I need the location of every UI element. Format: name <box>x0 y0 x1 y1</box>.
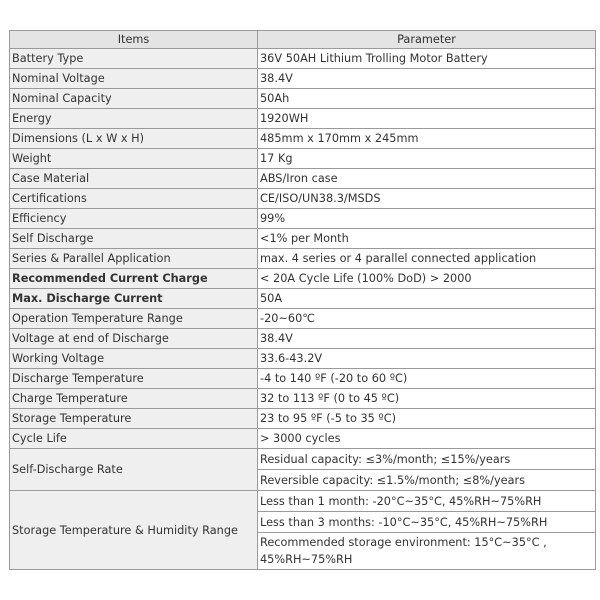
param-cell: ABS/Iron case <box>258 169 596 189</box>
table-header-row <box>10 31 596 49</box>
param-cell: 99% <box>258 209 596 229</box>
param-cell: Less than 3 months: -10°C~35°C, 45%RH~75%RH <box>258 512 596 533</box>
param-cell: max. 4 series or 4 parallel connected application <box>258 249 596 269</box>
table-row <box>10 129 596 149</box>
table-row <box>10 169 596 189</box>
spec-table <box>9 30 596 570</box>
param-cell: 33.6-43.2V <box>258 349 596 369</box>
item-cell: Series & Parallel Application <box>10 249 258 269</box>
param-cell: 17 Kg <box>258 149 596 169</box>
table-row <box>10 369 596 389</box>
parameter-column-header: Parameter <box>258 31 596 49</box>
table-row <box>10 449 596 470</box>
param-cell: -20~60℃ <box>258 309 596 329</box>
param-cell: 38.4V <box>258 329 596 349</box>
param-cell: 23 to 95 ºF (-5 to 35 ºC) <box>258 409 596 429</box>
param-cell: 36V 50AH Lithium Trolling Motor Battery <box>258 49 596 69</box>
item-cell: Operation Temperature Range <box>10 309 258 329</box>
item-cell: Charge Temperature <box>10 389 258 409</box>
self-discharge-rate-item-cell: Self-Discharge Rate <box>10 449 258 491</box>
table-row <box>10 389 596 409</box>
item-cell: Self Discharge <box>10 229 258 249</box>
table-row <box>10 109 596 129</box>
param-cell: > 3000 cycles <box>258 429 596 449</box>
item-cell: Weight <box>10 149 258 169</box>
table-row <box>10 409 596 429</box>
param-cell: <1% per Month <box>258 229 596 249</box>
param-cell: < 20A Cycle Life (100% DoD) > 2000 <box>258 269 596 289</box>
param-cell: 485mm x 170mm x 245mm <box>258 129 596 149</box>
item-cell: Efficiency <box>10 209 258 229</box>
param-cell: CE/ISO/UN38.3/MSDS <box>258 189 596 209</box>
item-cell: Energy <box>10 109 258 129</box>
table-row <box>10 429 596 449</box>
item-cell: Nominal Voltage <box>10 69 258 89</box>
item-cell: Discharge Temperature <box>10 369 258 389</box>
storage-humidity-item-cell: Storage Temperature & Humidity Range <box>10 491 258 570</box>
item-cell: Working Voltage <box>10 349 258 369</box>
param-cell: Reversible capacity: ≤1.5%/month; ≤8%/years <box>258 470 596 491</box>
table-row <box>10 249 596 269</box>
table-row <box>10 49 596 69</box>
param-cell: 50Ah <box>258 89 596 109</box>
param-cell: 1920WH <box>258 109 596 129</box>
items-column-header: Items <box>10 31 258 49</box>
item-cell: Nominal Capacity <box>10 89 258 109</box>
table-row <box>10 229 596 249</box>
param-cell: -4 to 140 ºF (-20 to 60 ºC) <box>258 369 596 389</box>
item-cell: Storage Temperature <box>10 409 258 429</box>
item-cell: Case Material <box>10 169 258 189</box>
item-cell: Certifications <box>10 189 258 209</box>
table-row <box>10 309 596 329</box>
table-row <box>10 329 596 349</box>
item-cell: Battery Type <box>10 49 258 69</box>
param-cell: 50A <box>258 289 596 309</box>
table-row <box>10 349 596 369</box>
table-row <box>10 69 596 89</box>
param-cell: Residual capacity: ≤3%/month; ≤15%/years <box>258 449 596 470</box>
item-cell: Cycle Life <box>10 429 258 449</box>
item-cell: Dimensions (L x W x H) <box>10 129 258 149</box>
table-row <box>10 189 596 209</box>
table-row <box>10 149 596 169</box>
table-row <box>10 89 596 109</box>
item-cell: Voltage at end of Discharge <box>10 329 258 349</box>
item-cell: Recommended Current Charge <box>10 269 258 289</box>
item-cell: Max. Discharge Current <box>10 289 258 309</box>
table-row <box>10 269 596 289</box>
param-cell: 32 to 113 ºF (0 to 45 ºC) <box>258 389 596 409</box>
table-row <box>10 289 596 309</box>
param-cell: Recommended storage environment: 15°C~35°C , 45%RH~75%RH <box>258 533 596 570</box>
param-cell: Less than 1 month: -20°C~35°C, 45%RH~75%RH <box>258 491 596 512</box>
table-row <box>10 491 596 512</box>
param-cell: 38.4V <box>258 69 596 89</box>
table-row <box>10 209 596 229</box>
